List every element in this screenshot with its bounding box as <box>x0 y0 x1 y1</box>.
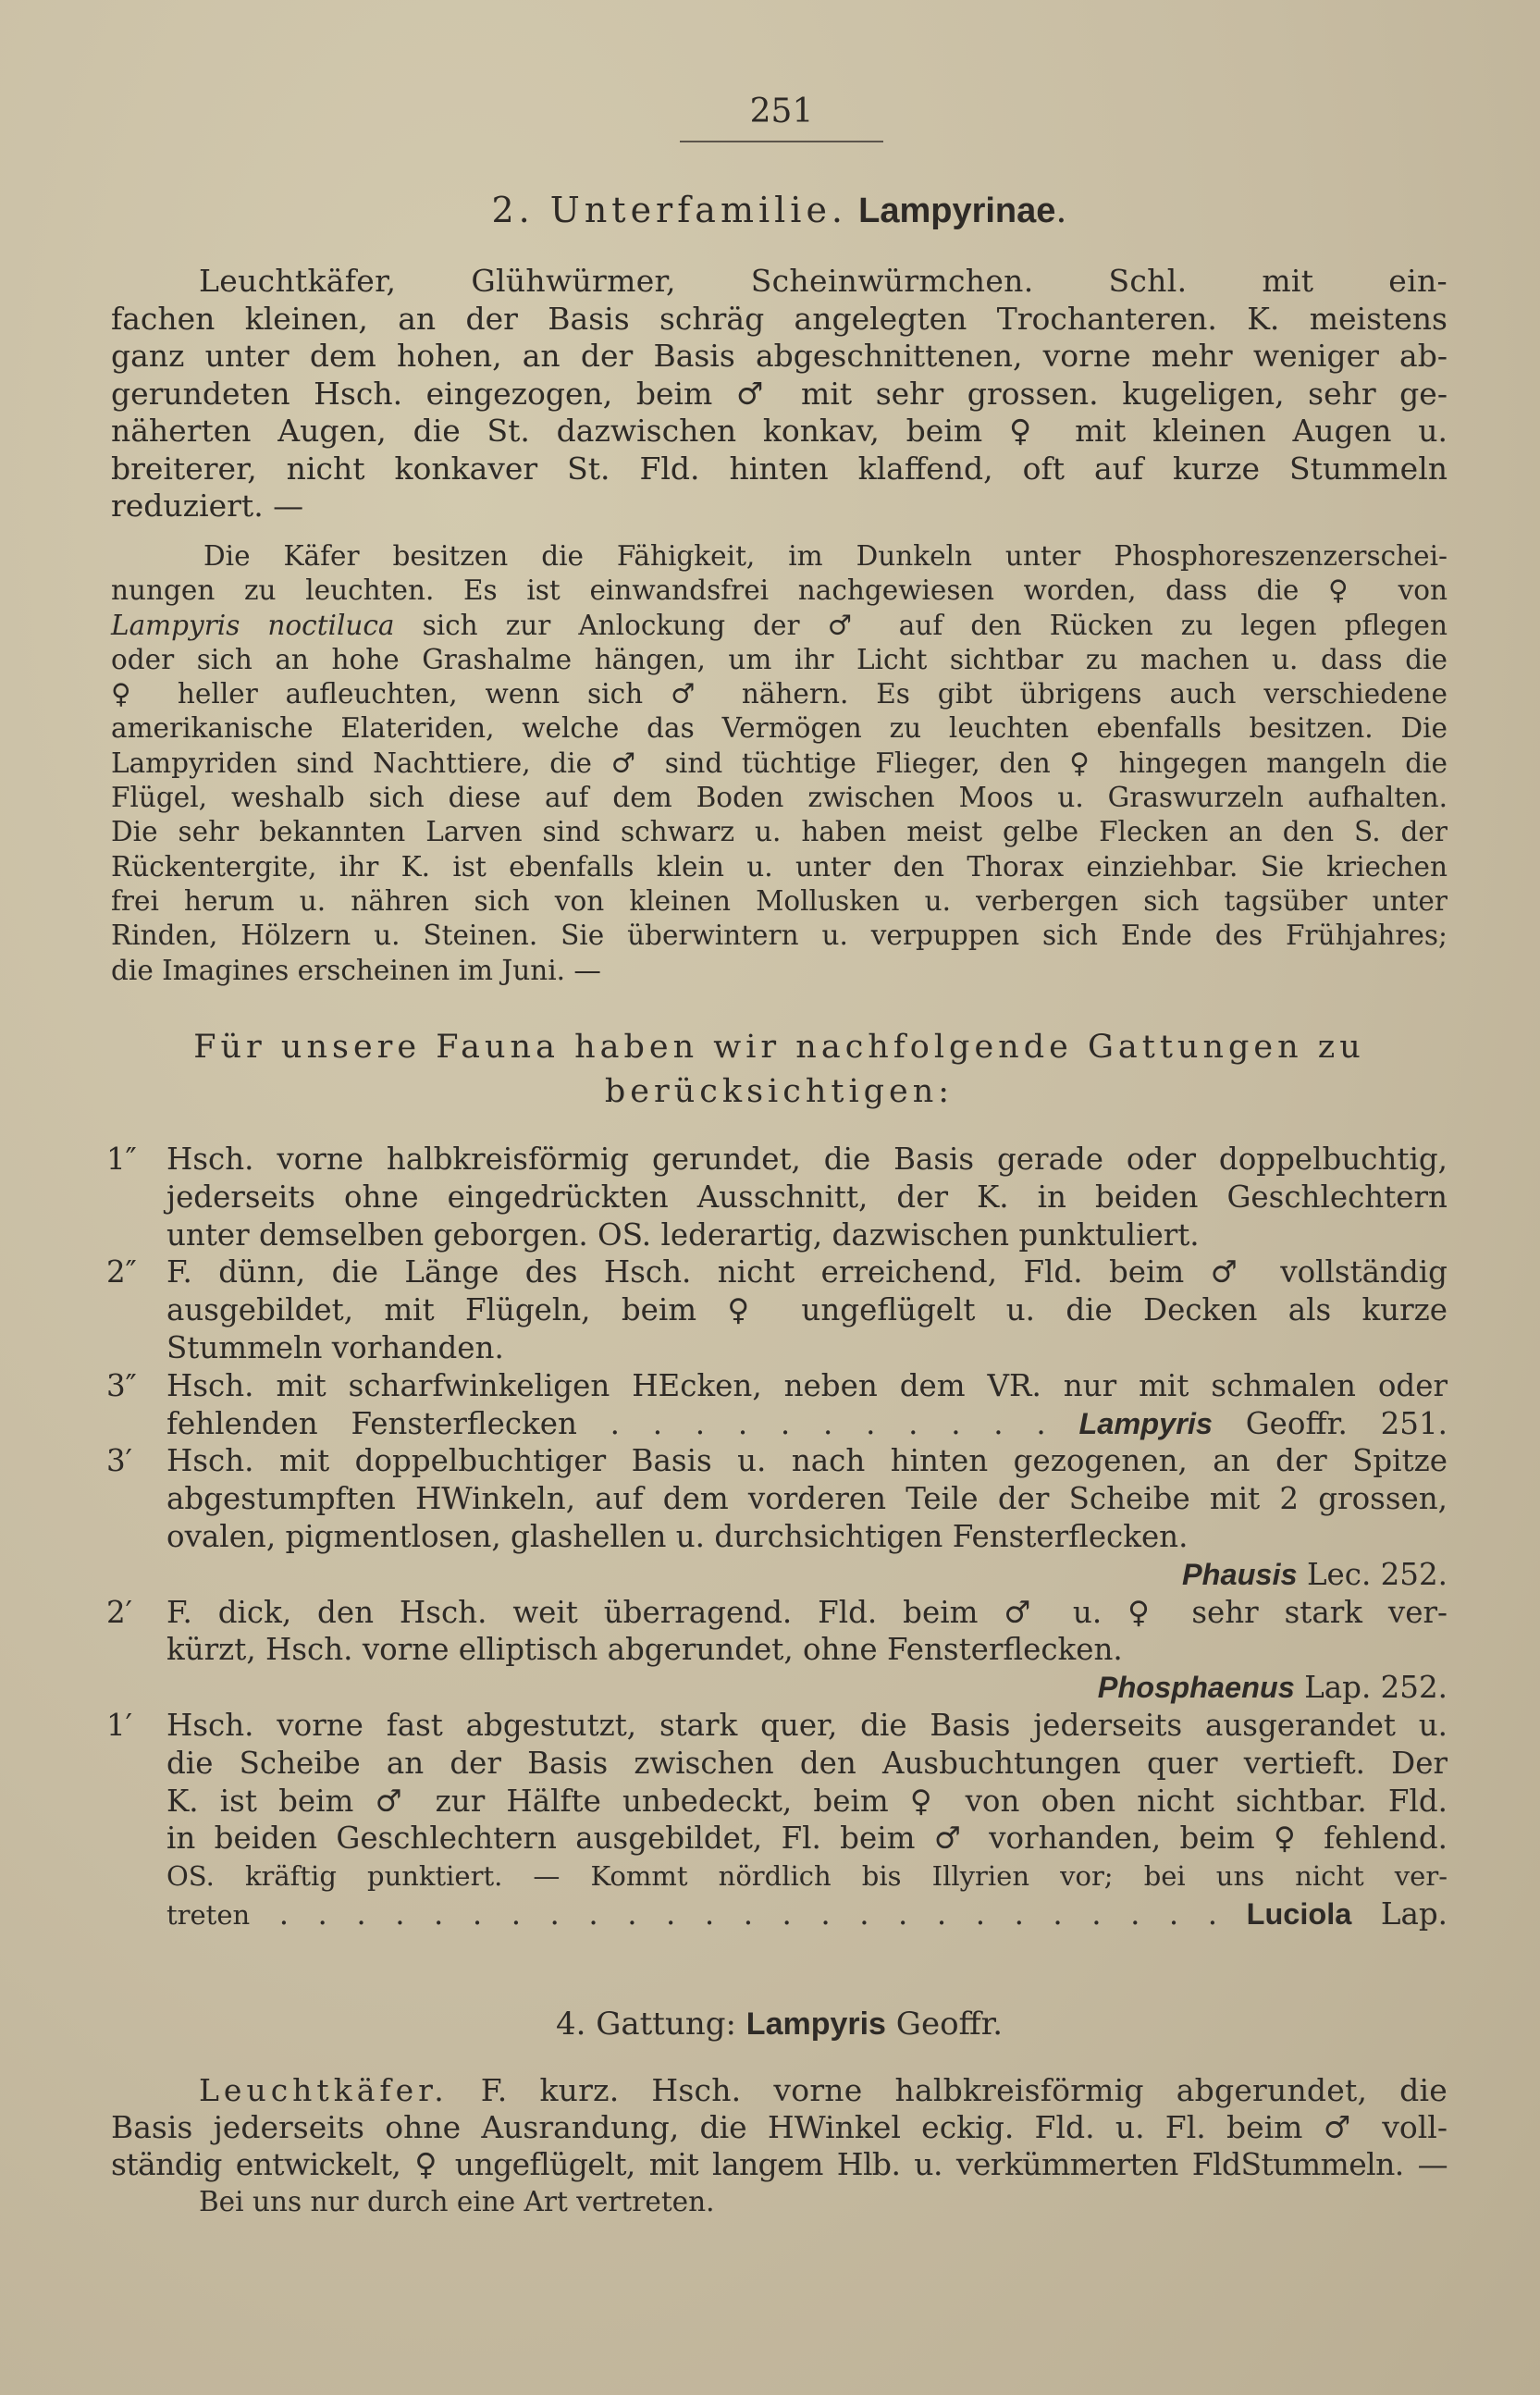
fauna-intro <box>111 1025 1448 1114</box>
genus-heading <box>111 2006 1448 2043</box>
key-number: 1′ <box>106 1707 133 1743</box>
key-line: die Scheibe an der Basis zwischen den Ausbuchtungen quer vertieft. Der <box>166 1745 1448 1781</box>
page-number-rule <box>680 141 883 142</box>
notes-line: Rinden, Hölzern u. Steinen. Sie überwintern u. verpuppen sich Ende des Frühjahres; <box>111 920 1448 952</box>
notes-line: frei herum u. nähren sich von kleinen Mollusken u. verbergen sich tagsüber unter <box>111 884 1448 917</box>
key-line: Hsch. vorne halbkreisförmig gerundet, die Basis gerade oder doppelbuchtig, <box>166 1142 1448 1177</box>
key-line: Hsch. vorne fast abgestutzt, stark quer, die Basis jederseits ausgerandet u. <box>166 1707 1448 1743</box>
key-entry <box>106 1707 1448 1934</box>
notes-paragraph <box>111 539 1448 988</box>
key-result <box>166 1669 1448 1707</box>
intro-line: breiterer, nicht konkaver St. Fld. hinten klaffend, oft auf kurze Stummeln <box>111 450 1448 487</box>
intro-line: näherten Augen, die St. dazwischen konkav, beim ♀ mit kleinen Augen u. <box>111 413 1448 449</box>
intro-paragraph <box>111 263 1448 525</box>
fauna-line: Für unsere Fauna haben wir nachfolgende Gattungen zu <box>193 1029 1365 1066</box>
key-line: F. dick, den Hsch. weit überragend. Fld. beim ♂ u. ♀ sehr stark ver- <box>166 1594 1448 1630</box>
intro-line: ganz unter dem hohen, an der Basis abgeschnittenen, vorne mehr weniger ab- <box>111 338 1448 374</box>
notes-line: Flügel, weshalb sich diese auf dem Boden zwischen Moos u. Graswurzeln aufhalten. <box>111 782 1448 814</box>
genus-heading-author: Geoffr. <box>895 2006 1004 2043</box>
key-number: 3″ <box>106 1367 137 1403</box>
genus-name: Lampyris <box>1078 1406 1213 1440</box>
fauna-line: berücksichtigen: <box>604 1073 955 1110</box>
description-line: Basis jederseits ohne Ausrandung, die HWinkel eckig. Fld. u. Fl. beim ♂ voll- <box>111 2109 1448 2145</box>
intro-line: fachen kleinen, an der Basis schräg angelegten Trochanteren. K. meistens <box>111 300 1448 337</box>
notes-line: Die Käfer besitzen die Fähigkeit, im Dunkeln unter Phosphoreszenzerschei- <box>203 540 1448 572</box>
subfamily-name: Lampyrinae <box>858 191 1056 230</box>
intro-line: Leuchtkäfer, Glühwürmer, Scheinwürmchen. Schl. mit ein- <box>199 263 1448 299</box>
notes-line: oder sich an hohe Grashalme hängen, um ihr Licht sichtbar zu machen u. dass die <box>111 643 1448 675</box>
key-line: Hsch. mit doppelbuchtiger Basis u. nach hinten gezogenen, an der Spitze <box>166 1443 1448 1479</box>
page-number: 251 <box>749 93 814 130</box>
key-entry <box>106 1367 1448 1443</box>
subfamily-dot: . <box>1055 190 1067 230</box>
leader-dots: . . . . . . . . . . . <box>610 1405 1046 1441</box>
genus-name: Phosphaenus <box>1097 1671 1295 1705</box>
key-entry <box>106 1141 1448 1253</box>
key-number: 3′ <box>106 1443 133 1479</box>
genus-heading-prefix: 4. Gattung: <box>555 2006 736 2043</box>
genus-name: Luciola <box>1246 1896 1352 1931</box>
description-line: ständig entwickelt, ♀ ungeflügelt, mit langem Hlb. u. verkümmerten FldStummeln. — <box>111 2146 1448 2182</box>
key-line-final: fehlenden Fensterflecken . . . . . . . . . . . Lampyris Geoffr. 251. <box>166 1405 1448 1441</box>
key-line: K. ist beim ♂ zur Hälfte unbedeckt, beim ♀ von oben nicht sichtbar. Fld. <box>166 1783 1448 1819</box>
notes-line: Lampyris noctiluca sich zur Anlockung der ♂ auf den Rücken zu legen pflegen <box>111 609 1448 641</box>
genus-author: Lap. <box>1380 1895 1448 1932</box>
intro-line: gerundeten Hsch. eingezogen, beim ♂ mit sehr grossen. kugeligen, sehr ge- <box>111 375 1448 412</box>
intro-line: reduziert. — <box>111 488 304 524</box>
description-line: Leuchtkäfer. F. kurz. Hsch. vorne halbkreisförmig abgerundet, die <box>199 2072 1448 2108</box>
key-line: Hsch. mit scharfwinkeligen HEcken, neben dem VR. nur mit schmalen oder <box>166 1367 1448 1403</box>
key-number: 2′ <box>106 1594 133 1630</box>
key-number: 2″ <box>106 1254 137 1290</box>
genus-name: Phausis <box>1181 1557 1298 1591</box>
key-line: abgestumpften HWinkeln, auf dem vorderen Teile der Scheibe mit 2 grossen, <box>166 1481 1448 1517</box>
key-line: ausgebildet, mit Flügeln, beim ♀ ungeflügelt u. die Decken als kurze <box>166 1292 1448 1328</box>
notes-line: die Imagines erscheinen im Juni. — <box>111 954 601 986</box>
key-entry <box>106 1594 1448 1707</box>
key-line: unter demselben geborgen. OS. lederartig, dazwischen punktuliert. <box>166 1216 1200 1253</box>
description-note: Bei uns nur durch eine Art vertreten. <box>199 2186 715 2217</box>
genus-description <box>111 2072 1448 2220</box>
notes-line: ♀ heller aufleuchten, wenn sich ♂ nähern. Es gibt übrigens auch verschiedene <box>111 678 1448 710</box>
key-line-final: treten . . . . . . . . . . . . . . . . . . . . . . . . . Luciola Lap. <box>166 1895 1448 1932</box>
genus-heading-name: Lampyris <box>745 2006 886 2042</box>
genus-author: Lap. 252. <box>1304 1670 1448 1706</box>
key-entry <box>106 1253 1448 1366</box>
key-line: jederseits ohne eingedrückten Ausschnitt, der K. in beiden Geschlechtern <box>166 1179 1448 1215</box>
key-line: Stummeln vorhanden. <box>166 1329 504 1365</box>
key-line: in beiden Geschlechtern ausgebildet, Fl. beim ♂ vorhanden, beim ♀ fehlend. <box>166 1821 1448 1857</box>
key-line: OS. kräftig punktiert. — Kommt nördlich bis Illyrien vor; bei uns nicht ver- <box>166 1860 1448 1893</box>
key-result <box>166 1556 1448 1594</box>
subfamily-prefix: 2. Unterfamilie. <box>491 190 848 230</box>
notes-line: Lampyriden sind Nachttiere, die ♂ sind tüchtige Flieger, den ♀ hingegen mangeln die <box>111 747 1448 779</box>
key-entry <box>106 1442 1448 1593</box>
notes-line: amerikanische Elateriden, welche das Vermögen zu leuchten ebenfalls besitzen. Die <box>111 712 1448 745</box>
subfamily-heading <box>111 190 1448 231</box>
key-line: kürzt, Hsch. vorne elliptisch abgerundet, ohne Fensterflecken. <box>166 1632 1123 1668</box>
notes-line: nungen zu leuchten. Es ist einwandsfrei nachgewiesen worden, dass die ♀ von <box>111 574 1448 607</box>
key-number: 1″ <box>106 1142 137 1177</box>
genus-key <box>106 1141 1448 1934</box>
key-line: ovalen, pigmentlosen, glashellen u. durchsichtigen Fensterflecken. <box>166 1518 1189 1554</box>
genus-author: Lec. 252. <box>1306 1556 1448 1592</box>
genus-author: Geoffr. 251. <box>1245 1405 1448 1441</box>
leader-dots: . . . . . . . . . . . . . . . . . . . . . . . . . <box>278 1895 1218 1932</box>
key-line: F. dünn, die Länge des Hsch. nicht erreichend, Fld. beim ♂ vollständig <box>166 1254 1448 1290</box>
notes-line: Die sehr bekannten Larven sind schwarz u. haben meist gelbe Flecken an den S. der <box>111 816 1448 848</box>
notes-line: Rückentergite, ihr K. ist ebenfalls klein u. unter den Thorax einziehbar. Sie kriechen <box>111 850 1448 883</box>
